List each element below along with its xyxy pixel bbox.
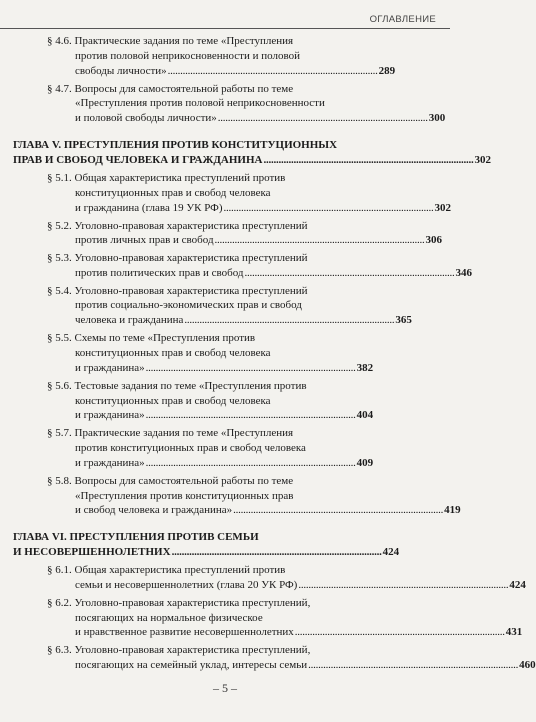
dot-leader xyxy=(223,202,433,214)
toc-page-number: 306 xyxy=(425,234,443,247)
toc-page-number: 365 xyxy=(395,314,412,327)
toc-page-number: 419 xyxy=(444,504,461,517)
toc-page-number: 289 xyxy=(378,64,396,77)
toc-line: посягающих на нормальное физическое xyxy=(75,611,263,624)
dot-leader xyxy=(298,579,508,591)
toc-line: и половой свободы личности» xyxy=(75,112,217,125)
toc-section[interactable] xyxy=(47,82,446,126)
toc-leader-line xyxy=(47,361,404,376)
toc-leader-line xyxy=(47,456,404,471)
dot-leader xyxy=(146,457,356,469)
toc-leader-line xyxy=(47,111,446,126)
toc-page-number: 424 xyxy=(509,579,526,592)
toc-line: ПРАВ И СВОБОД ЧЕЛОВЕКА И ГРАЖДАНИНА xyxy=(13,153,263,166)
toc-section[interactable] xyxy=(47,596,523,640)
toc-line: § 5.3. Уголовно-правовая характеристика преступлений xyxy=(47,252,308,265)
toc-line: и свобод человека и гражданина» xyxy=(75,504,233,517)
toc-section[interactable] xyxy=(47,34,404,78)
toc-page-number: 431 xyxy=(505,626,523,639)
toc-line: § 5.1. Общая характеристика преступлений против xyxy=(47,171,286,184)
toc-leader-line xyxy=(47,503,461,518)
toc-leader-line xyxy=(47,408,404,423)
toc-page-number: 300 xyxy=(428,112,446,125)
dot-leader xyxy=(233,504,443,516)
toc-leader-line xyxy=(47,625,523,640)
toc-section[interactable] xyxy=(47,379,404,423)
toc-line: ГЛАВА V. ПРЕСТУПЛЕНИЯ ПРОТИВ КОНСТИТУЦИОННЫХ xyxy=(13,138,338,151)
toc-line: и гражданина (глава 19 УК РФ) xyxy=(75,201,223,214)
toc-line: И НЕСОВЕРШЕННОЛЕТНИХ xyxy=(13,545,171,558)
toc-page-number: 460 xyxy=(519,659,536,672)
toc-leader-line xyxy=(13,545,404,560)
toc-line: § 5.6. Тестовые задания по теме «Преступления против xyxy=(47,379,307,392)
toc-section[interactable] xyxy=(47,331,404,375)
toc-section[interactable] xyxy=(47,563,526,593)
running-header: ОГЛАВЛЕНИЕ xyxy=(369,14,436,25)
toc-leader-line xyxy=(47,64,404,79)
toc-line: § 5.8. Вопросы для самостоятельной работы по теме xyxy=(47,474,294,487)
dot-leader xyxy=(218,112,428,124)
toc-line: конституционных прав и свобод человека xyxy=(75,347,271,359)
toc-leader-line xyxy=(47,266,472,281)
dot-leader xyxy=(244,267,454,279)
toc-section[interactable] xyxy=(47,284,412,328)
toc-line: и нравственное развитие несовершеннолетних xyxy=(75,626,294,639)
toc-section[interactable] xyxy=(47,219,443,249)
toc-line: свободы личности» xyxy=(75,64,167,77)
toc-page-number: 302 xyxy=(434,201,451,214)
toc-line: человека и гражданина xyxy=(75,314,184,327)
toc-line: против политических прав и свобод xyxy=(75,266,244,279)
toc-line: § 5.5. Схемы по теме «Преступления против xyxy=(47,332,256,345)
toc-line: ГЛАВА VI. ПРЕСТУПЛЕНИЯ ПРОТИВ СЕМЬИ xyxy=(13,531,259,544)
toc-page-number: 382 xyxy=(356,361,374,374)
toc-line: § 4.7. Вопросы для самостоятельной работы по теме xyxy=(47,82,294,95)
dot-leader xyxy=(146,362,356,374)
dot-leader xyxy=(146,409,356,421)
toc-page-number: 424 xyxy=(382,545,400,558)
toc-line: конституционных прав и свобод человека xyxy=(75,394,271,407)
toc-chapter[interactable] xyxy=(13,138,491,168)
toc-line: § 6.2. Уголовно-правовая характеристика преступлений, xyxy=(47,596,311,609)
toc-chapter[interactable] xyxy=(13,530,404,560)
dot-leader xyxy=(172,546,382,558)
toc-section[interactable] xyxy=(47,474,461,518)
toc-line: «Преступления против конституционных прав xyxy=(75,489,294,502)
toc-page-number: 404 xyxy=(356,409,374,422)
toc-line: § 4.6. Практические задания по теме «Преступления xyxy=(47,35,294,47)
dot-leader xyxy=(295,626,505,638)
toc-line: § 6.3. Уголовно-правовая характеристика преступлений, xyxy=(47,644,311,657)
toc-page-number: 409 xyxy=(356,456,374,469)
header-rule xyxy=(0,28,450,29)
toc-line: § 5.2. Уголовно-правовая характеристика преступлений xyxy=(47,219,308,232)
toc-leader-line xyxy=(47,201,451,216)
toc-leader-line xyxy=(13,153,491,168)
toc-line: конституционных прав и свобод человека xyxy=(75,186,271,199)
toc-section[interactable] xyxy=(47,171,451,215)
dot-leader xyxy=(168,65,378,77)
toc-line: § 5.7. Практические задания по теме «Преступления xyxy=(47,427,294,440)
dot-leader xyxy=(264,154,474,166)
dot-leader xyxy=(308,659,518,671)
toc-line: против половой неприкосновенности и половой xyxy=(75,49,300,62)
toc-page-number: 346 xyxy=(455,266,472,279)
toc-leader-line xyxy=(47,233,443,248)
toc-leader-line xyxy=(47,658,536,673)
toc-line: против конституционных прав и свобод человека xyxy=(75,442,306,455)
toc-line: против социально-экономических прав и свобод xyxy=(75,299,302,312)
dot-leader xyxy=(215,234,425,246)
page-number: – 5 – xyxy=(213,681,237,695)
toc-line: семьи и несовершеннолетних (глава 20 УК РФ) xyxy=(75,579,298,592)
toc-line: «Преступления против половой неприкосновенности xyxy=(75,97,325,110)
toc-section[interactable] xyxy=(47,426,404,470)
toc-line: § 5.4. Уголовно-правовая характеристика преступлений xyxy=(47,284,308,297)
toc-line: против личных прав и свобод xyxy=(75,234,214,247)
toc-section[interactable] xyxy=(47,251,472,281)
toc-line: § 6.1. Общая характеристика преступлений против xyxy=(47,564,286,577)
toc-line: и гражданина» xyxy=(75,409,145,422)
toc-leader-line xyxy=(47,313,412,328)
dot-leader xyxy=(184,314,394,326)
toc-line: и гражданина» xyxy=(75,361,145,374)
toc-line: и гражданина» xyxy=(75,456,145,469)
toc-leader-line xyxy=(47,578,526,593)
toc-page-number: 302 xyxy=(474,153,491,166)
toc-section[interactable] xyxy=(47,643,536,673)
toc-line: посягающих на семейный уклад, интересы семьи xyxy=(75,659,308,672)
